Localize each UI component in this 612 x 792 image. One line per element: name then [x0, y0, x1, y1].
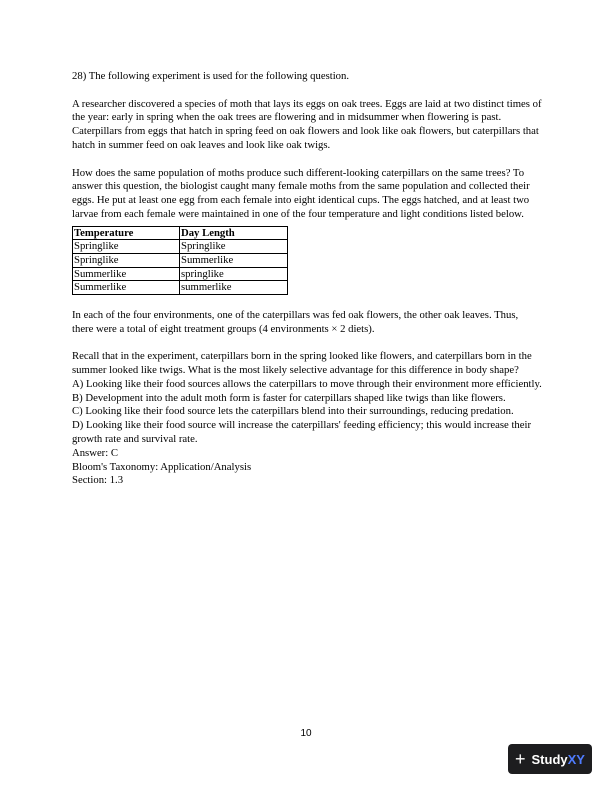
- blooms-taxonomy: Bloom's Taxonomy: Application/Analysis: [72, 460, 252, 473]
- brand-suffix: XY: [567, 751, 585, 767]
- table-cell: summerlike: [180, 281, 288, 295]
- table-header-row: [73, 226, 288, 240]
- option-c: C) Looking like their food source lets the caterpillars blend into their surroundings, reducing predation.: [72, 405, 514, 418]
- option-d: D) Looking like their food source will increase the caterpillars' feeding efficiency; this would increase their growth rate and survival rate.: [72, 419, 532, 445]
- column-header: Temperature: [73, 226, 180, 240]
- table-row: [73, 267, 288, 281]
- treatment-paragraph: In each of the four environments, one of the caterpillars was fed oak flowers, the other oak leaves. Thus, there were a total of eight treatment groups (4 environments × 2 diets).: [72, 308, 519, 335]
- table-cell: springlike: [180, 267, 288, 281]
- studyxy-badge[interactable]: [508, 744, 592, 774]
- table-cell: Springlike: [73, 240, 180, 254]
- table-cell: Summerlike: [73, 281, 180, 295]
- table-row: [73, 240, 288, 254]
- brand-prefix: Study: [531, 751, 568, 767]
- plus-icon: +: [515, 749, 526, 769]
- option-b: B) Development into the adult moth form is faster for caterpillars shaped like twigs than like flowers.: [72, 391, 506, 404]
- column-header: Day Length: [180, 226, 288, 240]
- table-cell: Springlike: [73, 253, 180, 267]
- scenario-paragraph: A researcher discovered a species of moth that lays its eggs on oak trees. Eggs are laid at two distinct times of the year: early in spring when the oak trees are flowering and in midsummer when flowering is past. Caterpillars from eggs that hatch in spring feed on oak flowers and look like oak flowers, but caterpillars that hatch in summer feed on oak leaves and look like oak twigs.: [72, 97, 542, 151]
- table-row: [73, 253, 288, 267]
- page-number: 10: [300, 728, 312, 739]
- conditions-table: [72, 226, 288, 295]
- table-row: [73, 281, 288, 295]
- table-cell: Summerlike: [180, 253, 288, 267]
- answer-line: Answer: C: [72, 446, 119, 459]
- table-cell: Summerlike: [73, 267, 180, 281]
- option-a: A) Looking like their food sources allows the caterpillars to move through their environment more efficiently.: [72, 377, 542, 390]
- section-line: Section: 1.3: [72, 474, 124, 487]
- question-content: [72, 70, 542, 488]
- question-prompt: Recall that in the experiment, caterpillars born in the spring looked like flowers, and caterpillars born in the summer looked like twigs. What is the most likely selective advantage for this difference in body shape?: [72, 350, 532, 376]
- method-paragraph: How does the same population of moths produce such different-looking caterpillars on the same trees? To answer this question, the biologist caught many female moths from the same population and collected their eggs. He put at least one egg from each female into eight identical cups. The eggs hatched, and at least two larvae from each female were maintained in one of the four temperature and light conditions listed below.: [72, 166, 530, 220]
- brand-logo: [532, 752, 585, 767]
- question-intro: 28) The following experiment is used for the following question.: [72, 70, 350, 82]
- table-cell: Springlike: [180, 240, 288, 254]
